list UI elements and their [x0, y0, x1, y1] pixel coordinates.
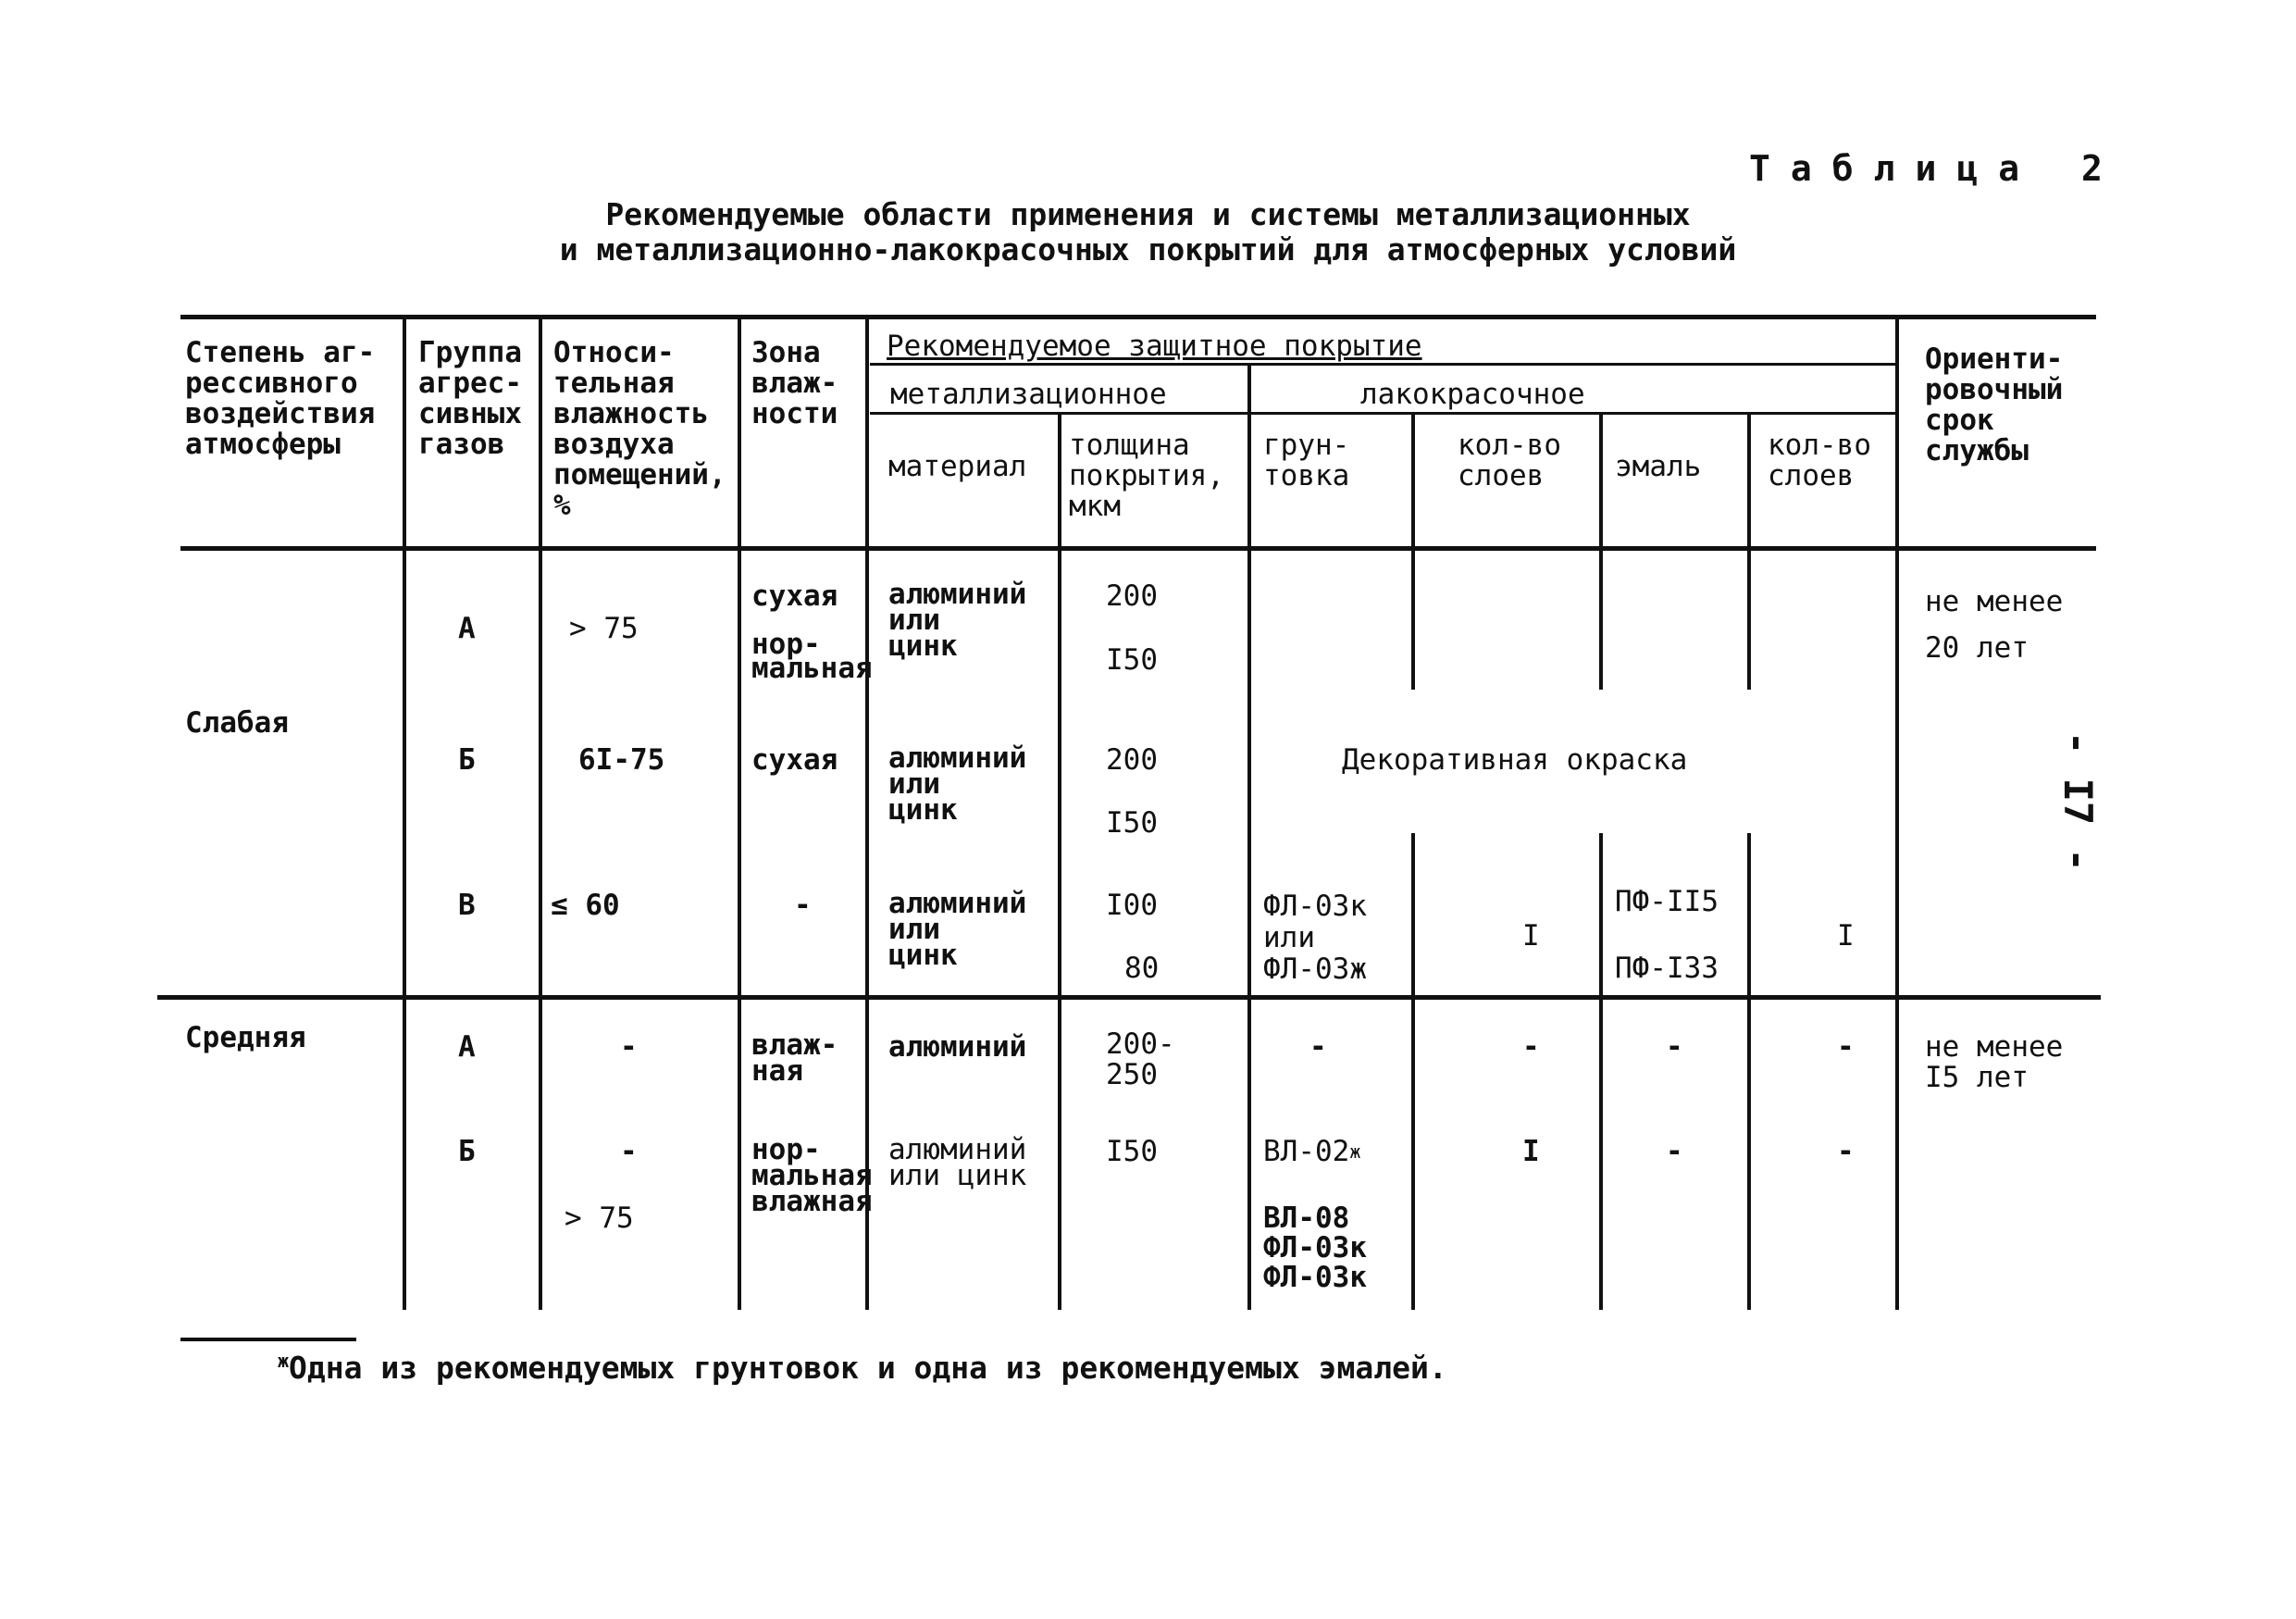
- footnote-mark: ж: [278, 1350, 290, 1372]
- weak-b-thick-2: I50: [1106, 806, 1158, 840]
- table-label: Таблица 2: [1749, 148, 2123, 189]
- header-recommended: Рекомендуемое защитное покрытие: [887, 330, 1422, 363]
- col-rule-5: [1058, 412, 1061, 1310]
- header-material: материал: [888, 450, 1027, 483]
- header-layers-1: кол-во слоев: [1458, 429, 1561, 492]
- col-rule-3: [738, 315, 741, 1310]
- medium-a-primer: -: [1309, 1030, 1327, 1064]
- medium-a-enamel: -: [1666, 1030, 1683, 1064]
- table-title-line-2: и металлизационно-лакокрасочных покрытий для атмосферных условий: [559, 231, 1737, 268]
- header-thickness: толщина покрытия, мкм: [1069, 429, 1224, 523]
- weak-v-group: В: [458, 889, 476, 922]
- weak-b-humidity: 6I-75: [578, 743, 665, 777]
- col-rule-8: [1599, 412, 1603, 690]
- header-bottom-rule: [180, 546, 2096, 551]
- header-zone: Зона влаж- ности: [751, 336, 838, 430]
- header-humidity: Относи- тельная влажность воздуха помещений, %: [553, 336, 726, 522]
- weak-a-thick-2: I50: [1106, 643, 1158, 677]
- col-rule-10: [1895, 315, 1899, 1310]
- medium-b-primer-1-mark: ж: [1349, 1140, 1361, 1163]
- weak-a-zone-1: сухая: [751, 579, 838, 613]
- col-rule-7b: [1411, 833, 1415, 1310]
- weak-v-material: алюминий или цинк: [888, 887, 1027, 972]
- weak-service: не менее 20 лет: [1925, 585, 2064, 665]
- col-rule-6: [1247, 366, 1251, 1310]
- footnote-rule: [180, 1338, 356, 1341]
- medium-a-material: алюминий: [888, 1030, 1027, 1064]
- rule-under-subgroups: [870, 412, 1897, 415]
- weak-b-group: Б: [458, 743, 476, 777]
- weak-v-enamel-1: ПФ-II5: [1615, 885, 1719, 918]
- medium-a-layers-2: -: [1837, 1030, 1855, 1064]
- medium-b-layers-1: I: [1522, 1135, 1540, 1168]
- header-enamel: эмаль: [1615, 450, 1702, 483]
- table-top-rule: [180, 315, 2096, 319]
- rule-under-recommended: [870, 363, 1897, 366]
- footnote: [278, 1350, 1447, 1386]
- medium-b-material: алюминий или цинк: [888, 1133, 1027, 1192]
- weak-v-zone: -: [794, 889, 812, 922]
- weak-a-humidity: > 75: [569, 612, 639, 645]
- weak-b-material: алюминий или цинк: [888, 741, 1027, 827]
- header-metallization: металлизационное: [890, 378, 1167, 411]
- weak-v-layers-2: I: [1837, 919, 1855, 953]
- medium-b-humidity-2: > 75: [565, 1202, 634, 1235]
- medium-b-group: Б: [458, 1135, 476, 1168]
- table-title-line-1: Рекомендуемые области применения и системы металлизационных: [605, 196, 1691, 232]
- medium-a-humidity: -: [620, 1030, 638, 1064]
- medium-b-enamel: -: [1666, 1135, 1683, 1168]
- col-rule-9: [1747, 412, 1751, 690]
- col-rule-7: [1411, 412, 1415, 690]
- header-paint: лакокрасочное: [1360, 378, 1585, 411]
- weak-medium-divider: [157, 995, 2101, 1000]
- medium-a-group: А: [458, 1030, 476, 1064]
- weak-b-zone: сухая: [751, 743, 838, 777]
- medium-b-primer-1-text: ВЛ-02: [1263, 1135, 1350, 1168]
- header-group: Группа агрес- сивных газов: [418, 336, 522, 461]
- header-degree: Степень аг- рессивного воздействия атмосферы: [185, 336, 376, 461]
- medium-b-humidity-1: -: [620, 1135, 638, 1168]
- weak-v-thick-2: 80: [1124, 952, 1160, 985]
- col-rule-9b: [1747, 833, 1751, 1310]
- col-rule-1: [403, 315, 406, 1310]
- medium-a-zone: влаж- ная: [751, 1028, 838, 1088]
- weak-decorative: Декоративная окраска: [1342, 743, 1688, 777]
- weak-degree: Слабая: [185, 706, 289, 740]
- weak-v-thick-1: I00: [1106, 889, 1158, 922]
- weak-a-material: алюминий или цинк: [888, 578, 1027, 663]
- weak-a-zone-2: нор- мальная: [751, 628, 873, 685]
- medium-b-zone: нор- мальная влажная: [751, 1133, 873, 1218]
- weak-v-primer: ФЛ-03к или ФЛ-03ж: [1263, 890, 1367, 986]
- medium-service: не менее I5 лет: [1925, 1030, 2064, 1094]
- weak-v-layers-1: I: [1522, 919, 1540, 953]
- col-rule-8b: [1599, 833, 1603, 1310]
- medium-b-primer-2: ВЛ-08 ФЛ-03к ФЛ-03к: [1263, 1202, 1367, 1294]
- header-primer: грун- товка: [1263, 429, 1350, 492]
- weak-v-humidity: ≤ 60: [551, 889, 620, 922]
- weak-v-enamel-2: ПФ-I33: [1615, 952, 1719, 985]
- medium-degree: Средняя: [185, 1021, 306, 1054]
- col-rule-2: [539, 315, 542, 1310]
- weak-a-group: А: [458, 612, 476, 645]
- medium-b-thick: I50: [1106, 1135, 1158, 1168]
- medium-b-primer-1: [1263, 1137, 1360, 1167]
- header-service: Ориенти- ровочный срок службы: [1925, 342, 2064, 467]
- medium-a-thick: 200- 250: [1106, 1027, 1175, 1091]
- header-layers-2: кол-во слоев: [1768, 429, 1871, 492]
- weak-b-thick-1: 200: [1106, 743, 1158, 777]
- medium-b-layers-2: -: [1837, 1135, 1855, 1168]
- weak-a-thick-1: 200: [1106, 579, 1158, 613]
- footnote-text: Одна из рекомендуемых грунтовок и одна из рекомендуемых эмалей.: [289, 1350, 1447, 1386]
- medium-a-layers-1: -: [1522, 1030, 1540, 1064]
- page-number: - I7 -: [2055, 731, 2101, 872]
